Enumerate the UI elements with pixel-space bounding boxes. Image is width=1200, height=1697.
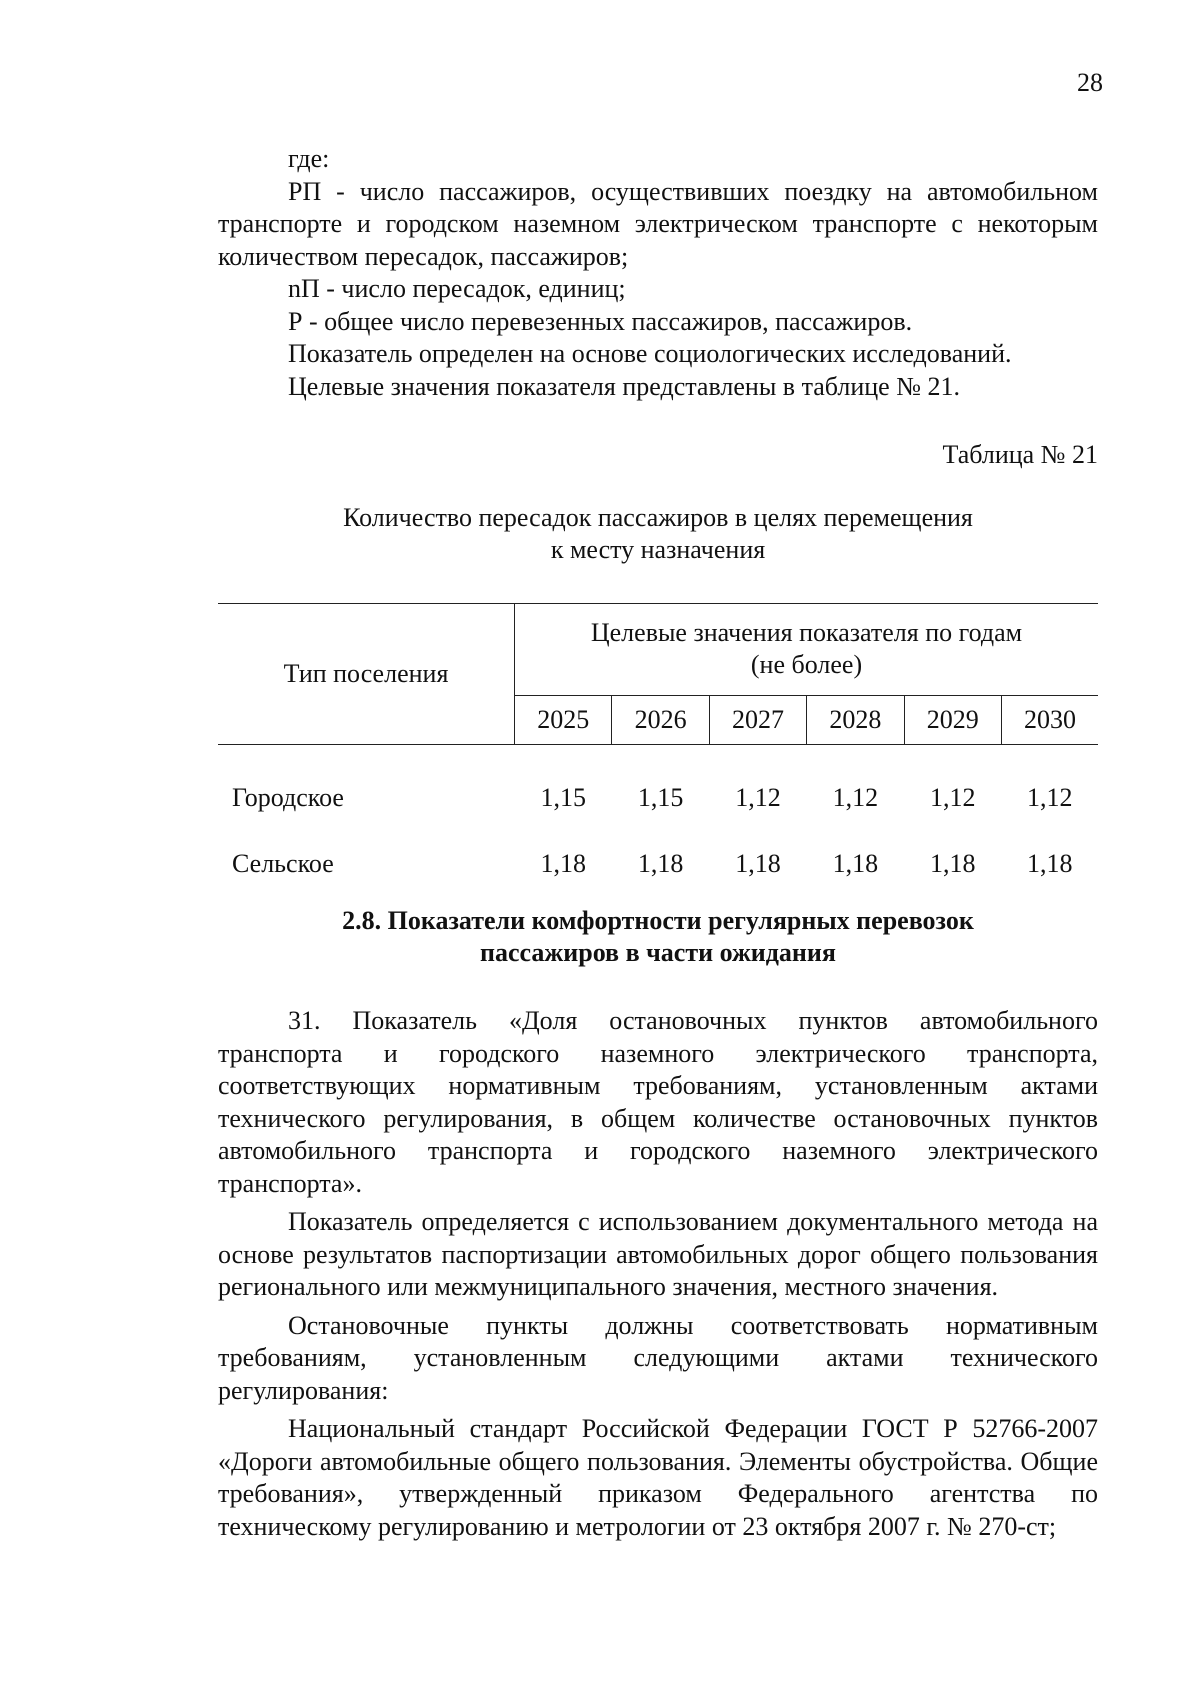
paragraph-method: Показатель определяется с использованием документального метода на основе результатов паспортизации автомобильных дорог общего пользования регионального или межмуниципального значения, местного значения.: [218, 1207, 1098, 1301]
page-number: 28: [1077, 68, 1103, 97]
settlement-name: Сельское: [232, 849, 334, 878]
year-header: 2026: [612, 695, 709, 744]
section-heading-line1: 2.8. Показатели комфортности регулярных перевозок: [342, 906, 974, 935]
table-reference: Целевые значения показателя представлены в таблице № 21.: [288, 371, 961, 401]
table-number: Таблица № 21: [942, 440, 1098, 469]
intro-block: [218, 143, 1098, 403]
table-cell: 1,15: [637, 783, 684, 812]
table-caption-line1: Количество пересадок пассажиров в целях перемещения: [343, 503, 973, 532]
group-header-line2: (не более): [750, 650, 863, 680]
table-cell: 1,18: [735, 849, 781, 878]
column-header-settlement-type: Тип поселения: [218, 604, 515, 745]
method-note: Показатель определен на основе социологических исследований.: [288, 339, 1012, 368]
table-cell: 1,12: [929, 783, 976, 812]
definition-np: nП - число пересадок, единиц;: [288, 274, 626, 303]
section-heading-line2: пассажиров в части ожидания: [480, 938, 836, 967]
target-values-table: [218, 603, 1098, 897]
settlement-name: Городское: [232, 783, 344, 812]
paragraph-requirements: Остановочные пункты должны соответствовать нормативным требованиям, установленным следующими актами технического регулирования:: [218, 1310, 1098, 1405]
definition-pp: РП - число пассажиров, осуществивших поездку на автомобильном транспорте и городском наземном электрическом транспорте с некоторым количеством пересадок, пассажиров;: [218, 176, 1098, 271]
table-cell: 1,18: [637, 849, 684, 878]
paragraph-gost: Национальный стандарт Российской Федерации ГОСТ Р 52766-2007 «Дороги автомобильные общего пользования. Элементы обустройства. Общие требования», утвержденный приказом Федерального агентства по техническому регулированию и метрологии от 23 октября 2007 г. № 270-ст;: [218, 1414, 1098, 1541]
table-cell: 1,18: [929, 849, 976, 878]
group-header-line1: Целевые значения показателя по годам: [590, 618, 1023, 648]
table-cell: 1,12: [1026, 783, 1073, 812]
table-row: [218, 765, 1098, 831]
table-caption-line2: к месту назначения: [550, 535, 766, 564]
paragraph-31: 31. Показатель «Доля остановочных пунктов автомобильного транспорта и городского наземного электрического транспорта, соответствующих нормативным требованиям, установленным актами технического регулирования, в общем количестве остановочных пунктов автомобильного транспорта и городского наземного электрического транспорта».: [218, 1006, 1098, 1198]
section-body: [218, 1005, 1098, 1543]
table-cell: 1,15: [540, 783, 586, 812]
table-caption: [218, 502, 1098, 566]
table-cell: 1,18: [1026, 849, 1073, 878]
year-header: 2028: [807, 695, 904, 744]
where-label: где:: [288, 144, 330, 173]
year-header: 2027: [709, 695, 806, 744]
table-cell: 1,12: [735, 783, 781, 812]
definition-p: Р - общее число перевезенных пассажиров, пассажиров.: [288, 306, 913, 336]
table-cell: 1,18: [540, 849, 586, 878]
section-heading: [218, 905, 1098, 969]
year-header: 2030: [1001, 695, 1098, 744]
year-header: 2025: [515, 695, 612, 744]
year-header: 2029: [904, 695, 1001, 744]
table-row: [218, 831, 1098, 897]
column-group-header: [515, 604, 1099, 696]
table-cell: 1,18: [832, 849, 879, 878]
table-cell: 1,12: [832, 783, 879, 812]
